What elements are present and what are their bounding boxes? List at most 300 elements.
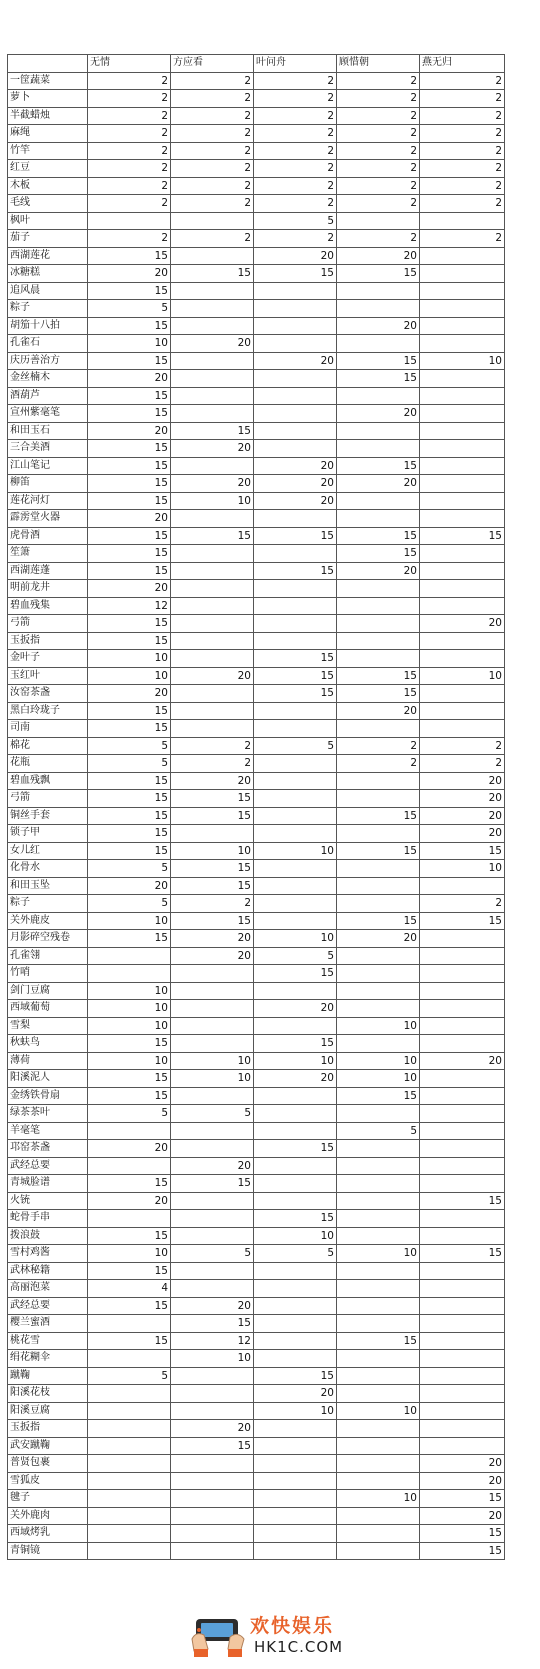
value-cell <box>254 790 337 808</box>
value-cell: 10 <box>88 650 171 668</box>
value-cell <box>337 335 420 353</box>
value-cell: 15 <box>88 1227 171 1245</box>
value-cell: 20 <box>337 247 420 265</box>
value-cell <box>254 1017 337 1035</box>
value-cell <box>171 457 254 475</box>
value-cell <box>88 1157 171 1175</box>
value-cell <box>420 1402 505 1420</box>
value-cell: 15 <box>88 1087 171 1105</box>
value-cell <box>337 1437 420 1455</box>
item-name-cell: 青铜镜 <box>8 1542 88 1560</box>
value-cell: 15 <box>337 457 420 475</box>
value-cell <box>337 1157 420 1175</box>
value-cell: 20 <box>171 930 254 948</box>
phone-hand-icon <box>190 1609 246 1663</box>
value-cell: 2 <box>337 230 420 248</box>
table-row <box>8 1245 505 1263</box>
item-name-cell: 茄子 <box>8 230 88 248</box>
value-cell <box>254 1507 337 1525</box>
value-cell <box>337 965 420 983</box>
item-name-cell: 武经总要 <box>8 1157 88 1175</box>
value-cell <box>254 912 337 930</box>
value-cell <box>337 947 420 965</box>
value-cell: 15 <box>254 1210 337 1228</box>
value-cell <box>420 440 505 458</box>
item-name-cell: 棉花 <box>8 737 88 755</box>
item-name-cell: 江山笔记 <box>8 457 88 475</box>
value-cell: 10 <box>337 1245 420 1263</box>
value-cell <box>337 1000 420 1018</box>
value-cell <box>337 597 420 615</box>
value-cell <box>171 1490 254 1508</box>
value-cell: 5 <box>88 737 171 755</box>
table-row <box>8 1175 505 1193</box>
item-name-cell: 武林秘籍 <box>8 1262 88 1280</box>
item-name-cell: 桃花雪 <box>8 1332 88 1350</box>
value-cell: 15 <box>88 842 171 860</box>
value-cell: 2 <box>420 755 505 773</box>
value-cell: 15 <box>420 1490 505 1508</box>
table-row <box>8 1122 505 1140</box>
value-cell <box>337 1192 420 1210</box>
item-name-cell: 莲花河灯 <box>8 492 88 510</box>
value-cell: 15 <box>337 1332 420 1350</box>
value-cell <box>254 282 337 300</box>
value-cell: 20 <box>420 615 505 633</box>
value-cell: 10 <box>171 1070 254 1088</box>
table-row <box>8 965 505 983</box>
value-cell <box>171 1210 254 1228</box>
value-cell <box>337 790 420 808</box>
table-row <box>8 352 505 370</box>
value-cell <box>254 877 337 895</box>
value-cell <box>171 720 254 738</box>
header-cell <box>8 55 88 73</box>
value-cell: 15 <box>254 965 337 983</box>
value-cell: 15 <box>171 265 254 283</box>
item-name-cell: 金绣铁骨扇 <box>8 1087 88 1105</box>
value-cell <box>337 615 420 633</box>
item-name-cell: 笙箫 <box>8 545 88 563</box>
item-name-cell: 明前龙井 <box>8 580 88 598</box>
value-cell: 15 <box>254 1367 337 1385</box>
value-cell <box>171 1000 254 1018</box>
value-cell: 15 <box>420 1192 505 1210</box>
value-cell: 2 <box>88 160 171 178</box>
value-cell <box>337 1525 420 1543</box>
table-row <box>8 772 505 790</box>
table-row <box>8 1385 505 1403</box>
value-cell <box>420 1350 505 1368</box>
table-row <box>8 1402 505 1420</box>
table-row <box>8 107 505 125</box>
table-row <box>8 1210 505 1228</box>
value-cell <box>254 825 337 843</box>
value-cell <box>420 930 505 948</box>
value-cell <box>254 440 337 458</box>
value-cell: 15 <box>88 825 171 843</box>
value-cell <box>171 247 254 265</box>
value-cell: 10 <box>88 982 171 1000</box>
item-name-cell: 木板 <box>8 177 88 195</box>
value-cell: 15 <box>88 247 171 265</box>
value-cell: 15 <box>88 1332 171 1350</box>
table-row <box>8 545 505 563</box>
value-cell <box>420 965 505 983</box>
value-cell: 20 <box>337 562 420 580</box>
item-name-cell: 普贤包裹 <box>8 1455 88 1473</box>
value-cell <box>171 965 254 983</box>
value-cell: 10 <box>337 1490 420 1508</box>
item-name-cell: 追风晨 <box>8 282 88 300</box>
value-cell: 15 <box>88 1070 171 1088</box>
header-cell: 燕无归 <box>420 55 505 73</box>
value-cell <box>337 1262 420 1280</box>
value-cell <box>171 370 254 388</box>
value-cell: 15 <box>254 562 337 580</box>
table-row <box>8 282 505 300</box>
value-cell: 2 <box>171 142 254 160</box>
value-cell <box>420 300 505 318</box>
value-cell: 10 <box>254 930 337 948</box>
value-cell <box>171 1402 254 1420</box>
value-cell <box>254 317 337 335</box>
item-name-cell: 雪狐皮 <box>8 1472 88 1490</box>
value-cell: 2 <box>88 230 171 248</box>
value-cell: 15 <box>171 877 254 895</box>
item-name-cell: 萝卜 <box>8 90 88 108</box>
value-cell <box>254 1490 337 1508</box>
value-cell <box>420 1035 505 1053</box>
item-name-cell: 三合美酒 <box>8 440 88 458</box>
table-row <box>8 580 505 598</box>
value-cell: 15 <box>254 527 337 545</box>
value-cell: 15 <box>337 370 420 388</box>
item-name-cell: 玉扳指 <box>8 632 88 650</box>
value-cell: 20 <box>337 475 420 493</box>
value-cell: 2 <box>254 72 337 90</box>
value-cell <box>254 772 337 790</box>
value-cell: 5 <box>88 860 171 878</box>
value-cell: 5 <box>88 1105 171 1123</box>
item-name-cell: 玉扳指 <box>8 1420 88 1438</box>
value-cell: 2 <box>254 90 337 108</box>
table-row <box>8 1350 505 1368</box>
item-name-cell: 拨浪鼓 <box>8 1227 88 1245</box>
value-cell <box>420 1017 505 1035</box>
table-row <box>8 457 505 475</box>
value-cell: 20 <box>171 667 254 685</box>
value-cell: 15 <box>88 930 171 948</box>
value-cell: 2 <box>420 737 505 755</box>
item-name-cell: 绿茶茶叶 <box>8 1105 88 1123</box>
header-cell: 无情 <box>88 55 171 73</box>
item-name-cell: 竹哨 <box>8 965 88 983</box>
item-name-cell: 孔雀翎 <box>8 947 88 965</box>
value-cell <box>337 282 420 300</box>
item-name-cell: 秋蚨鸟 <box>8 1035 88 1053</box>
value-cell: 15 <box>88 790 171 808</box>
table-row <box>8 317 505 335</box>
value-cell <box>337 1507 420 1525</box>
item-name-cell: 碧血残集 <box>8 597 88 615</box>
value-cell: 15 <box>88 475 171 493</box>
header-row <box>8 55 505 73</box>
value-cell: 15 <box>171 912 254 930</box>
value-cell <box>420 1385 505 1403</box>
value-cell: 10 <box>88 1245 171 1263</box>
value-cell <box>88 1507 171 1525</box>
value-cell: 5 <box>254 737 337 755</box>
value-cell: 2 <box>337 125 420 143</box>
value-cell <box>420 562 505 580</box>
value-cell: 20 <box>254 492 337 510</box>
value-cell: 15 <box>171 1315 254 1333</box>
table-row <box>8 895 505 913</box>
table-row <box>8 737 505 755</box>
item-name-cell: 玉红叶 <box>8 667 88 685</box>
value-cell <box>337 1210 420 1228</box>
table-row <box>8 72 505 90</box>
value-cell: 10 <box>254 1227 337 1245</box>
value-cell <box>171 405 254 423</box>
value-cell <box>420 720 505 738</box>
value-cell <box>171 702 254 720</box>
value-cell: 5 <box>254 947 337 965</box>
value-cell <box>420 1140 505 1158</box>
value-cell: 10 <box>171 1052 254 1070</box>
table-row <box>8 825 505 843</box>
value-cell <box>254 860 337 878</box>
value-cell <box>254 510 337 528</box>
item-name-cell: 青城脸谱 <box>8 1175 88 1193</box>
value-cell: 15 <box>337 685 420 703</box>
value-cell <box>337 440 420 458</box>
item-name-cell: 女儿红 <box>8 842 88 860</box>
value-cell <box>254 702 337 720</box>
value-cell <box>420 1175 505 1193</box>
value-cell <box>88 1437 171 1455</box>
value-cell <box>88 1402 171 1420</box>
item-name-cell: 半截蜡烛 <box>8 107 88 125</box>
value-cell: 20 <box>171 772 254 790</box>
table-row <box>8 930 505 948</box>
value-cell <box>254 1472 337 1490</box>
item-name-cell: 毽子 <box>8 1490 88 1508</box>
table-row <box>8 527 505 545</box>
value-cell: 20 <box>337 930 420 948</box>
value-cell: 2 <box>171 895 254 913</box>
value-cell <box>337 1367 420 1385</box>
value-cell: 15 <box>88 1035 171 1053</box>
item-name-cell: 金叶子 <box>8 650 88 668</box>
value-cell: 2 <box>88 125 171 143</box>
item-name-cell: 孔雀石 <box>8 335 88 353</box>
value-cell: 20 <box>171 475 254 493</box>
value-cell <box>337 1227 420 1245</box>
value-cell: 2 <box>337 72 420 90</box>
value-cell: 15 <box>254 650 337 668</box>
value-cell <box>254 335 337 353</box>
value-cell: 20 <box>171 335 254 353</box>
value-cell: 15 <box>88 387 171 405</box>
value-cell <box>420 1157 505 1175</box>
value-cell: 12 <box>88 597 171 615</box>
value-cell: 15 <box>88 1262 171 1280</box>
value-cell: 15 <box>88 352 171 370</box>
value-cell <box>337 1297 420 1315</box>
value-cell <box>171 825 254 843</box>
table-row <box>8 632 505 650</box>
value-cell <box>171 1385 254 1403</box>
value-cell <box>171 1035 254 1053</box>
value-cell <box>337 1175 420 1193</box>
value-cell: 20 <box>420 807 505 825</box>
item-name-cell: 武安蹴鞠 <box>8 1437 88 1455</box>
value-cell <box>171 580 254 598</box>
value-cell <box>254 405 337 423</box>
item-name-cell: 和田玉坠 <box>8 877 88 895</box>
data-table <box>7 54 505 1560</box>
table-row <box>8 947 505 965</box>
value-cell: 15 <box>254 1035 337 1053</box>
table-row <box>8 405 505 423</box>
value-cell <box>171 632 254 650</box>
value-cell: 15 <box>337 1087 420 1105</box>
value-cell <box>88 1210 171 1228</box>
table-row <box>8 1367 505 1385</box>
item-name-cell: 胡笳十八拍 <box>8 317 88 335</box>
table-row <box>8 1280 505 1298</box>
table-row <box>8 1105 505 1123</box>
value-cell <box>88 1385 171 1403</box>
value-cell: 15 <box>171 860 254 878</box>
value-cell <box>171 1367 254 1385</box>
value-cell <box>171 212 254 230</box>
value-cell: 10 <box>254 1402 337 1420</box>
value-cell <box>254 387 337 405</box>
value-cell: 2 <box>88 177 171 195</box>
value-cell: 2 <box>337 755 420 773</box>
value-cell: 15 <box>171 422 254 440</box>
table-row <box>8 1017 505 1035</box>
value-cell <box>337 1140 420 1158</box>
item-name-cell: 金丝楠木 <box>8 370 88 388</box>
item-name-cell: 剑门豆腐 <box>8 982 88 1000</box>
value-cell <box>88 1472 171 1490</box>
value-cell: 2 <box>171 160 254 178</box>
item-name-cell: 阳溪花枝 <box>8 1385 88 1403</box>
value-cell <box>337 1542 420 1560</box>
value-cell: 5 <box>88 1367 171 1385</box>
table-row <box>8 422 505 440</box>
value-cell <box>88 1455 171 1473</box>
value-cell <box>254 597 337 615</box>
value-cell <box>337 1315 420 1333</box>
item-name-cell: 和田玉石 <box>8 422 88 440</box>
item-name-cell: 弓箭 <box>8 615 88 633</box>
value-cell <box>337 492 420 510</box>
value-cell <box>420 877 505 895</box>
value-cell <box>420 1332 505 1350</box>
table-row <box>8 177 505 195</box>
value-cell <box>254 370 337 388</box>
value-cell <box>88 947 171 965</box>
value-cell: 2 <box>254 142 337 160</box>
value-cell <box>171 1192 254 1210</box>
value-cell <box>420 1210 505 1228</box>
value-cell <box>337 1035 420 1053</box>
value-cell <box>337 1455 420 1473</box>
value-cell: 2 <box>337 195 420 213</box>
value-cell: 20 <box>88 370 171 388</box>
value-cell <box>337 212 420 230</box>
value-cell <box>337 1472 420 1490</box>
value-cell <box>254 632 337 650</box>
value-cell <box>88 1350 171 1368</box>
item-name-cell: 西域烤乳 <box>8 1525 88 1543</box>
value-cell: 2 <box>171 755 254 773</box>
value-cell: 15 <box>171 1437 254 1455</box>
value-cell: 15 <box>88 615 171 633</box>
table-row <box>8 212 505 230</box>
value-cell: 15 <box>88 632 171 650</box>
value-cell <box>254 300 337 318</box>
value-cell: 20 <box>254 247 337 265</box>
value-cell: 10 <box>88 912 171 930</box>
value-cell: 10 <box>420 667 505 685</box>
value-cell <box>254 1192 337 1210</box>
table-row <box>8 877 505 895</box>
value-cell: 20 <box>171 947 254 965</box>
value-cell <box>254 1542 337 1560</box>
table-row <box>8 755 505 773</box>
value-cell <box>337 1280 420 1298</box>
item-name-cell: 高丽泡菜 <box>8 1280 88 1298</box>
item-name-cell: 枫叶 <box>8 212 88 230</box>
value-cell <box>420 422 505 440</box>
value-cell: 15 <box>88 440 171 458</box>
value-cell: 20 <box>171 1420 254 1438</box>
item-name-cell: 粽子 <box>8 300 88 318</box>
value-cell: 20 <box>337 702 420 720</box>
item-name-cell: 霹雳堂火器 <box>8 510 88 528</box>
value-cell: 15 <box>337 667 420 685</box>
value-cell: 2 <box>88 90 171 108</box>
value-cell <box>337 1105 420 1123</box>
value-cell <box>254 755 337 773</box>
value-cell <box>171 1542 254 1560</box>
item-name-cell: 黑白玲珑子 <box>8 702 88 720</box>
value-cell: 10 <box>88 1052 171 1070</box>
value-cell <box>254 1455 337 1473</box>
value-cell: 10 <box>337 1052 420 1070</box>
value-cell: 10 <box>420 352 505 370</box>
table-row <box>8 1332 505 1350</box>
value-cell <box>88 1122 171 1140</box>
table-row <box>8 1262 505 1280</box>
value-cell <box>254 720 337 738</box>
value-cell <box>420 475 505 493</box>
value-cell: 15 <box>88 772 171 790</box>
value-cell <box>420 212 505 230</box>
value-cell: 2 <box>254 160 337 178</box>
value-cell <box>420 1297 505 1315</box>
value-cell <box>254 545 337 563</box>
value-cell <box>254 807 337 825</box>
item-name-cell: 锁子甲 <box>8 825 88 843</box>
value-cell: 15 <box>171 527 254 545</box>
